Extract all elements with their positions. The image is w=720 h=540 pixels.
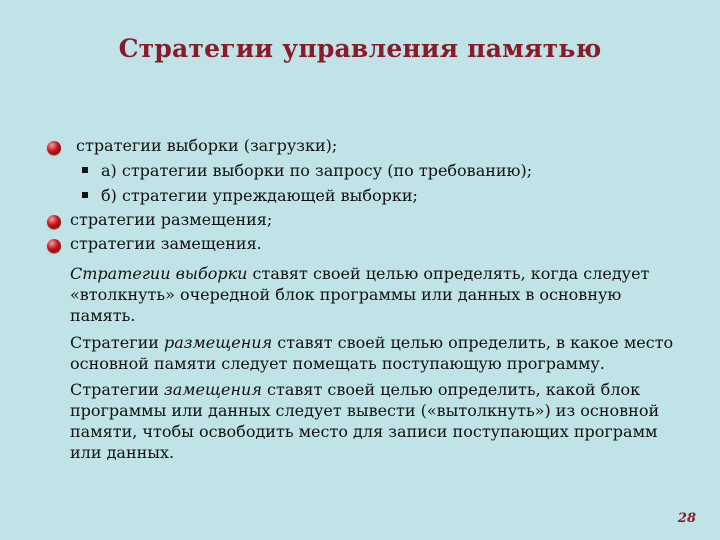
paragraph-lead: Стратегии bbox=[70, 380, 164, 399]
sub-bullet-text: а) стратегии выборки по запросу (по требованию); bbox=[101, 161, 533, 180]
paragraph-lead: Стратегии bbox=[70, 333, 164, 352]
bullet-text: стратегии замещения. bbox=[70, 234, 262, 253]
sub-bullet-text: б) стратегии упреждающей выборки; bbox=[101, 186, 418, 205]
sub-bullet-icon bbox=[82, 192, 88, 198]
bullet-icon bbox=[47, 215, 61, 229]
paragraph-replacement bbox=[70, 379, 680, 463]
paragraph-rest: ставят своей целью определить, в какое место основной памяти следует помещать поступающую программу. bbox=[70, 333, 674, 373]
bullet-icon bbox=[47, 141, 61, 155]
sub-bullet-icon bbox=[82, 167, 88, 173]
bullet-text: стратегии выборки (загрузки); bbox=[76, 136, 338, 155]
bullet-text: стратегии размещения; bbox=[70, 210, 273, 229]
paragraph-placement bbox=[70, 332, 680, 374]
paragraph-rest: ставят своей целью определить, какой блок программы или данных следует вывести («вытолкнуть») из основной памяти, чтобы освободить место для записи поступающих программ или данных. bbox=[70, 380, 660, 462]
paragraph-term: размещения bbox=[164, 333, 273, 352]
paragraph-rest: ставят своей целью определять, когда следует «втолкнуть» очередной блок программы или данных в основную память. bbox=[70, 264, 650, 325]
paragraph-term: замещения bbox=[164, 380, 262, 399]
page-number: 28 bbox=[677, 511, 696, 526]
bullet-icon bbox=[47, 239, 61, 253]
paragraph-fetch bbox=[70, 263, 680, 326]
paragraph-term: Стратегии выборки bbox=[70, 264, 248, 283]
slide-title: Стратегии управления памятью bbox=[118, 34, 602, 63]
